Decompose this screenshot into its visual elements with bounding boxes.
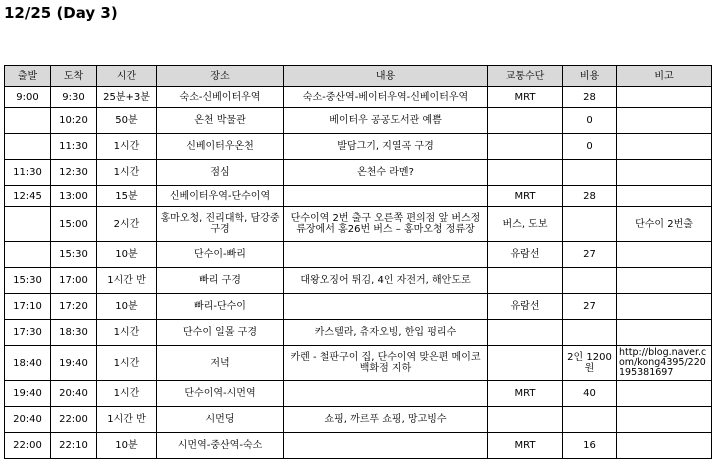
duration-cell: 1시간 bbox=[97, 320, 157, 346]
place-cell: 단수이역-시먼역 bbox=[157, 381, 284, 407]
departure-cell bbox=[5, 207, 51, 242]
duration-cell: 50분 bbox=[97, 108, 157, 134]
note-cell bbox=[617, 134, 712, 160]
note-cell: 단수이 2번출 bbox=[617, 207, 712, 242]
departure-cell bbox=[5, 134, 51, 160]
duration-cell: 1시간 bbox=[97, 160, 157, 186]
table-row bbox=[5, 407, 712, 433]
place-cell: 빠리-단수이 bbox=[157, 294, 284, 320]
note-cell bbox=[617, 433, 712, 459]
cost-cell bbox=[563, 207, 617, 242]
header-row bbox=[5, 66, 712, 87]
arrival-cell: 17:00 bbox=[51, 268, 97, 294]
content-cell: 베이터우 공공도서관 예쁨 bbox=[284, 108, 488, 134]
table-row bbox=[5, 207, 712, 242]
header-cost: 비용 bbox=[563, 66, 617, 87]
place-cell: 숙소-신베이터우역 bbox=[157, 87, 284, 108]
cost-cell: 16 bbox=[563, 433, 617, 459]
transport-cell bbox=[488, 134, 563, 160]
table-row bbox=[5, 433, 712, 459]
transport-cell: 유람선 bbox=[488, 242, 563, 268]
place-cell: 홍마오청, 진리대학, 담강중 구경 bbox=[157, 207, 284, 242]
arrival-cell: 15:30 bbox=[51, 242, 97, 268]
table-row bbox=[5, 108, 712, 134]
departure-cell: 12:45 bbox=[5, 186, 51, 207]
content-cell: 카렌 - 철판구이 집, 단수이역 맞은편 메이코 백화점 지하 bbox=[284, 346, 488, 381]
table-row bbox=[5, 320, 712, 346]
note-cell bbox=[617, 242, 712, 268]
transport-cell bbox=[488, 407, 563, 433]
content-cell bbox=[284, 381, 488, 407]
departure-cell: 19:40 bbox=[5, 381, 51, 407]
duration-cell: 1시간 반 bbox=[97, 268, 157, 294]
transport-cell bbox=[488, 346, 563, 381]
header-duration: 시간 bbox=[97, 66, 157, 87]
arrival-cell: 20:40 bbox=[51, 381, 97, 407]
departure-cell bbox=[5, 108, 51, 134]
cost-cell: 27 bbox=[563, 242, 617, 268]
cost-cell: 0 bbox=[563, 134, 617, 160]
transport-cell bbox=[488, 108, 563, 134]
transport-cell: 버스, 도보 bbox=[488, 207, 563, 242]
departure-cell: 22:00 bbox=[5, 433, 51, 459]
cost-cell: 28 bbox=[563, 87, 617, 108]
arrival-cell: 19:40 bbox=[51, 346, 97, 381]
note-cell bbox=[617, 407, 712, 433]
cost-cell bbox=[563, 268, 617, 294]
duration-cell: 1시간 bbox=[97, 346, 157, 381]
arrival-cell: 17:20 bbox=[51, 294, 97, 320]
table-row bbox=[5, 346, 712, 381]
place-cell: 점심 bbox=[157, 160, 284, 186]
schedule-table bbox=[4, 65, 712, 459]
content-cell: 발담그기, 지열곡 구경 bbox=[284, 134, 488, 160]
transport-cell: MRT bbox=[488, 381, 563, 407]
note-cell bbox=[617, 186, 712, 207]
place-cell: 단수이-빠리 bbox=[157, 242, 284, 268]
arrival-cell: 12:30 bbox=[51, 160, 97, 186]
place-cell: 빠리 구경 bbox=[157, 268, 284, 294]
departure-cell bbox=[5, 242, 51, 268]
duration-cell: 1시간 bbox=[97, 381, 157, 407]
content-cell: 카스텔라, 츄자오빙, 한입 펑리수 bbox=[284, 320, 488, 346]
departure-cell: 17:10 bbox=[5, 294, 51, 320]
note-cell bbox=[617, 381, 712, 407]
arrival-cell: 22:10 bbox=[51, 433, 97, 459]
transport-cell: MRT bbox=[488, 87, 563, 108]
arrival-cell: 15:00 bbox=[51, 207, 97, 242]
place-cell: 저녁 bbox=[157, 346, 284, 381]
header-arrival: 도착 bbox=[51, 66, 97, 87]
content-cell: 쇼핑, 까르푸 쇼핑, 망고빙수 bbox=[284, 407, 488, 433]
arrival-cell: 9:30 bbox=[51, 87, 97, 108]
transport-cell bbox=[488, 160, 563, 186]
place-cell: 시먼역-중산역-숙소 bbox=[157, 433, 284, 459]
cost-cell bbox=[563, 320, 617, 346]
cost-cell: 28 bbox=[563, 186, 617, 207]
cost-cell: 0 bbox=[563, 108, 617, 134]
duration-cell: 10분 bbox=[97, 433, 157, 459]
departure-cell: 9:00 bbox=[5, 87, 51, 108]
arrival-cell: 22:00 bbox=[51, 407, 97, 433]
arrival-cell: 13:00 bbox=[51, 186, 97, 207]
content-cell: 온천수 라멘? bbox=[284, 160, 488, 186]
duration-cell: 1시간 bbox=[97, 134, 157, 160]
duration-cell: 10분 bbox=[97, 294, 157, 320]
header-note: 비고 bbox=[617, 66, 712, 87]
departure-cell: 17:30 bbox=[5, 320, 51, 346]
table-row bbox=[5, 160, 712, 186]
place-cell: 신베이터우역-단수이역 bbox=[157, 186, 284, 207]
table-row bbox=[5, 134, 712, 160]
note-cell bbox=[617, 87, 712, 108]
note-cell: http://blog.naver.com/kong4395/220195381697 bbox=[617, 346, 712, 381]
arrival-cell: 10:20 bbox=[51, 108, 97, 134]
cost-cell: 27 bbox=[563, 294, 617, 320]
place-cell: 단수이 일몰 구경 bbox=[157, 320, 284, 346]
duration-cell: 2시간 bbox=[97, 207, 157, 242]
note-cell bbox=[617, 108, 712, 134]
departure-cell: 20:40 bbox=[5, 407, 51, 433]
transport-cell: MRT bbox=[488, 186, 563, 207]
table-row bbox=[5, 186, 712, 207]
content-cell: 대왕오징어 튀김, 4인 자전거, 해안도로 bbox=[284, 268, 488, 294]
cost-cell: 40 bbox=[563, 381, 617, 407]
table-row bbox=[5, 268, 712, 294]
duration-cell: 1시간 반 bbox=[97, 407, 157, 433]
arrival-cell: 18:30 bbox=[51, 320, 97, 346]
note-cell bbox=[617, 268, 712, 294]
transport-cell bbox=[488, 320, 563, 346]
content-cell: 숙소-중산역-베이터우역-신베이터우역 bbox=[284, 87, 488, 108]
note-cell bbox=[617, 160, 712, 186]
table-row bbox=[5, 294, 712, 320]
header-departure: 출발 bbox=[5, 66, 51, 87]
table-row bbox=[5, 87, 712, 108]
table-row bbox=[5, 381, 712, 407]
transport-cell: MRT bbox=[488, 433, 563, 459]
duration-cell: 10분 bbox=[97, 242, 157, 268]
arrival-cell: 11:30 bbox=[51, 134, 97, 160]
cost-cell: 2인 1200원 bbox=[563, 346, 617, 381]
departure-cell: 18:40 bbox=[5, 346, 51, 381]
content-cell bbox=[284, 433, 488, 459]
header-content: 내용 bbox=[284, 66, 488, 87]
header-place: 장소 bbox=[157, 66, 284, 87]
place-cell: 온천 박물관 bbox=[157, 108, 284, 134]
table-row bbox=[5, 242, 712, 268]
cost-cell bbox=[563, 407, 617, 433]
departure-cell: 11:30 bbox=[5, 160, 51, 186]
content-cell: 단수이역 2번 출구 오른쪽 편의점 앞 버스정류장에서 홍26번 버스 – 홍마오청 정류장 bbox=[284, 207, 488, 242]
transport-cell: 유람선 bbox=[488, 294, 563, 320]
duration-cell: 25분+3분 bbox=[97, 87, 157, 108]
cost-cell bbox=[563, 160, 617, 186]
page-title: 12/25 (Day 3) bbox=[4, 4, 118, 22]
place-cell: 신베이터우온천 bbox=[157, 134, 284, 160]
place-cell: 시먼딩 bbox=[157, 407, 284, 433]
content-cell bbox=[284, 186, 488, 207]
note-cell bbox=[617, 294, 712, 320]
content-cell bbox=[284, 242, 488, 268]
content-cell bbox=[284, 294, 488, 320]
duration-cell: 15분 bbox=[97, 186, 157, 207]
transport-cell bbox=[488, 268, 563, 294]
note-cell bbox=[617, 320, 712, 346]
departure-cell: 15:30 bbox=[5, 268, 51, 294]
header-transport: 교통수단 bbox=[488, 66, 563, 87]
